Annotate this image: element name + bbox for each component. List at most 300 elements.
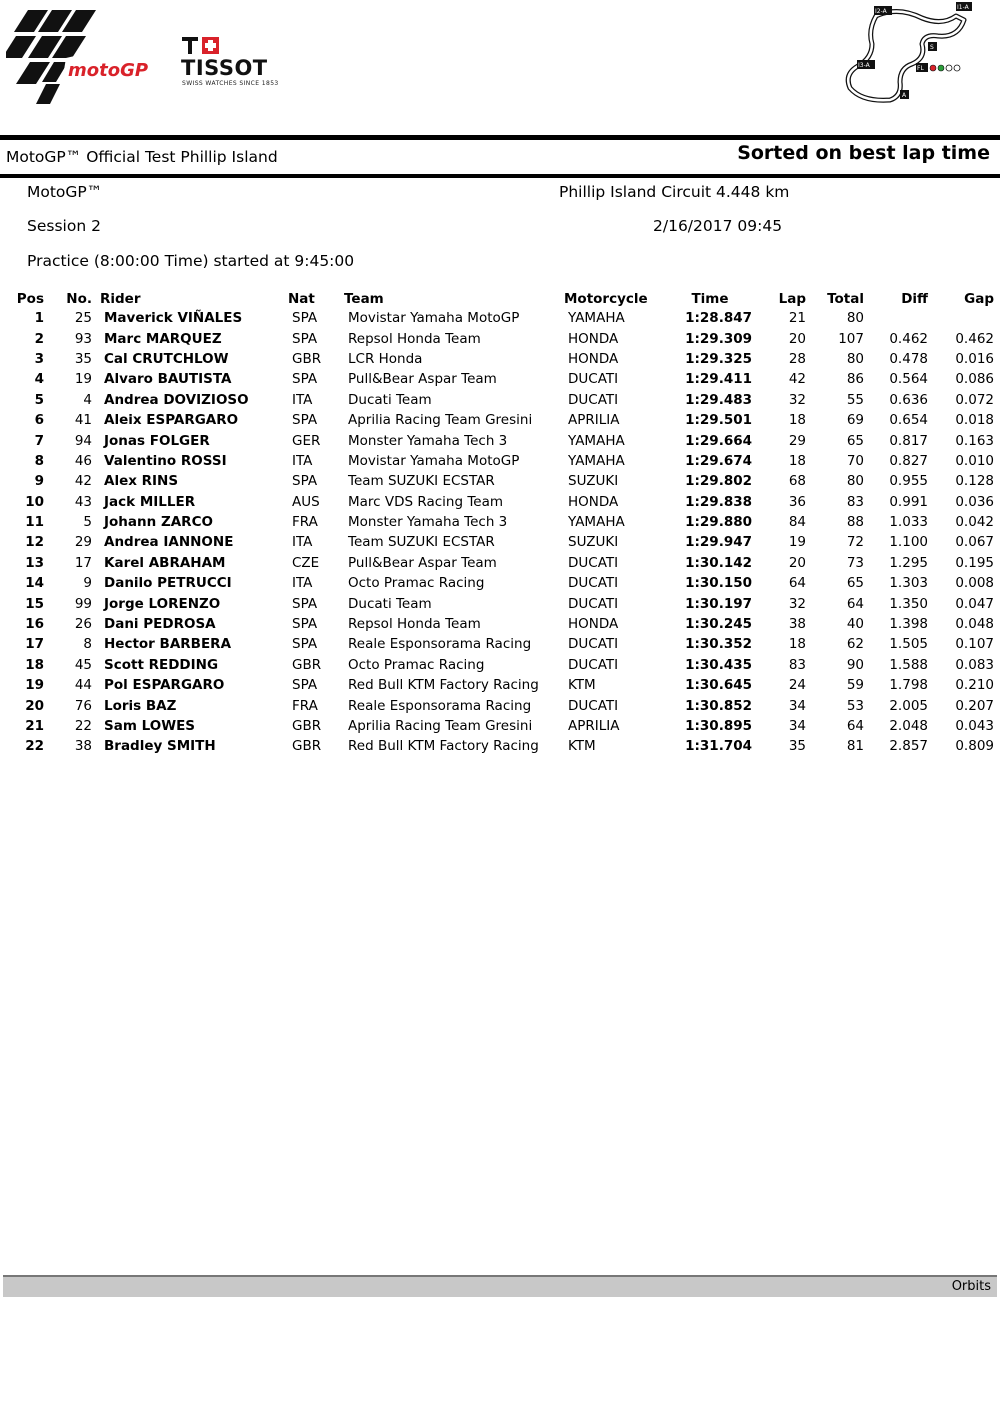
table-row [0, 573, 994, 593]
cell-lap: 34 [788, 718, 806, 734]
cell-time: 1:29.802 [685, 473, 752, 490]
table-row [0, 430, 994, 450]
circuit-name: Phillip Island Circuit 4.448 km [559, 183, 790, 201]
cell-num: 9 [83, 575, 92, 592]
cell-total: 64 [846, 595, 864, 612]
cell-team: Monster Yamaha Tech 3 [348, 514, 508, 531]
cell-pos: 8 [34, 452, 44, 469]
cell-lap: 18 [788, 412, 806, 429]
cell-lap: 83 [788, 656, 806, 673]
cell-rider: Alvaro BAUTISTA [104, 371, 232, 388]
cell-rider: Hector BARBERA [104, 636, 232, 653]
cell-gap: 0.072 [955, 391, 994, 408]
cell-lap: 35 [788, 738, 806, 755]
cell-gap: 0.067 [955, 534, 994, 551]
cell-rider: Jorge LORENZO [104, 595, 221, 612]
col-gap: Gap [964, 291, 994, 307]
cell-rider: Sam LOWES [104, 718, 196, 734]
cell-time: 1:29.947 [685, 534, 752, 551]
cell-lap: 18 [788, 636, 806, 653]
table-row [0, 716, 994, 736]
cell-time: 1:30.645 [685, 677, 752, 694]
cell-total: 40 [846, 616, 864, 633]
cell-nat: GBR [292, 738, 322, 755]
table-row [0, 695, 994, 715]
cell-total: 65 [846, 432, 864, 449]
cell-nat: GBR [292, 350, 322, 367]
table-row [0, 593, 994, 613]
table-row [0, 308, 994, 328]
practice-info: Practice (8:00:00 Time) started at 9:45:00 [27, 252, 355, 270]
cell-moto: DUCATI [568, 554, 619, 571]
tissot-t-plus-icon [182, 36, 222, 56]
cell-total: 72 [846, 534, 864, 551]
cell-gap: 0.086 [955, 371, 994, 388]
cell-lap: 38 [788, 616, 806, 633]
circuit-label-i3a: I3-A [858, 62, 870, 69]
col-total: Total [827, 291, 864, 307]
cell-time: 1:29.309 [685, 330, 752, 347]
cell-moto: HONDA [568, 350, 619, 367]
cell-pos: 17 [25, 636, 44, 653]
cell-num: 44 [74, 677, 92, 694]
footer-label: Orbits [951, 1279, 991, 1294]
cell-num: 19 [74, 371, 92, 388]
session-name: Session 2 [27, 217, 101, 235]
cell-diff: 1.398 [889, 616, 928, 633]
cell-time: 1:30.197 [685, 595, 752, 612]
table-row [0, 553, 994, 573]
cell-num: 26 [74, 616, 92, 633]
cell-nat: GBR [292, 656, 322, 673]
cell-time: 1:30.895 [685, 718, 752, 734]
cell-moto: DUCATI [568, 371, 619, 388]
table-row [0, 614, 994, 634]
cell-lap: 28 [788, 350, 806, 367]
cell-gap: 0.048 [955, 616, 994, 633]
cell-num: 76 [74, 697, 92, 714]
cell-lap: 64 [788, 575, 806, 592]
cell-diff: 1.505 [889, 636, 928, 653]
cell-rider: Danilo PETRUCCI [104, 575, 232, 592]
cell-pos: 14 [25, 575, 44, 592]
table-row [0, 532, 994, 552]
cell-lap: 34 [788, 697, 806, 714]
cell-team: Repsol Honda Team [348, 330, 481, 347]
tissot-logo-tagline: SWISS WATCHES SINCE 1853 [182, 80, 279, 87]
circuit-label-i1a: I1-A [957, 4, 969, 11]
cell-moto: DUCATI [568, 656, 619, 673]
cell-lap: 19 [788, 534, 806, 551]
cell-pos: 7 [34, 432, 44, 449]
cell-diff: 0.462 [889, 330, 928, 347]
cell-diff: 2.048 [889, 718, 928, 734]
motogp-logo [6, 8, 166, 108]
cell-total: 64 [846, 718, 864, 734]
cell-total: 55 [846, 391, 864, 408]
cell-num: 8 [83, 636, 92, 653]
cell-num: 17 [74, 554, 92, 571]
cell-pos: 1 [34, 310, 44, 327]
cell-moto: YAMAHA [568, 432, 625, 449]
table-row [0, 736, 994, 756]
col-time: Time [691, 291, 729, 307]
table-row [0, 390, 994, 410]
cell-moto: DUCATI [568, 575, 619, 592]
cell-pos: 15 [25, 595, 44, 612]
header-rule-bottom [0, 174, 1000, 178]
cell-rider: Scott REDDING [104, 656, 219, 673]
cell-diff: 1.588 [889, 656, 928, 673]
cell-gap: 0.036 [955, 493, 994, 510]
cell-moto: DUCATI [568, 391, 619, 408]
cell-diff: 0.478 [889, 350, 928, 367]
cell-moto: YAMAHA [568, 452, 625, 469]
col-motorcycle: Motorcycle [564, 291, 648, 307]
motogp-logo-text: motoGP [68, 60, 149, 81]
cell-time: 1:30.852 [685, 697, 752, 714]
cell-time: 1:30.245 [685, 616, 752, 633]
cell-pos: 9 [34, 473, 44, 490]
cell-total: 80 [846, 473, 864, 490]
cell-pos: 10 [25, 493, 44, 510]
cell-nat: GER [292, 432, 321, 449]
cell-gap: 0.043 [955, 718, 994, 734]
table-row [0, 410, 994, 430]
cell-gap: 0.163 [955, 432, 994, 449]
table-row [0, 655, 994, 675]
cell-time: 1:28.847 [685, 310, 752, 327]
cell-lap: 29 [788, 432, 806, 449]
col-diff: Diff [901, 291, 928, 307]
cell-lap: 68 [788, 473, 806, 490]
cell-total: 81 [846, 738, 864, 755]
cell-rider: Bradley SMITH [104, 738, 216, 755]
table-row [0, 369, 994, 389]
session-datetime: 2/16/2017 09:45 [653, 217, 783, 235]
cell-moto: DUCATI [568, 697, 619, 714]
cell-lap: 18 [788, 452, 806, 469]
cell-diff: 2.857 [889, 738, 928, 755]
cell-num: 45 [74, 656, 92, 673]
cell-nat: FRA [292, 697, 318, 714]
circuit-label-a: A [902, 92, 907, 99]
table-row [0, 451, 994, 471]
cell-rider: Cal CRUTCHLOW [104, 350, 229, 367]
cell-team: Ducati Team [348, 595, 432, 612]
cell-nat: SPA [292, 330, 318, 347]
cell-nat: SPA [292, 595, 318, 612]
cell-num: 35 [74, 350, 92, 367]
cell-team: Aprilia Racing Team Gresini [348, 718, 533, 734]
cell-num: 94 [74, 432, 92, 449]
table-row [0, 328, 994, 348]
cell-rider: Andrea IANNONE [104, 534, 234, 551]
cell-nat: ITA [292, 391, 313, 408]
table-header-row [0, 290, 994, 308]
cell-team: Movistar Yamaha MotoGP [348, 452, 520, 469]
cell-team: Reale Esponsorama Racing [348, 636, 532, 653]
cell-total: 59 [846, 677, 864, 694]
cell-total: 73 [846, 554, 864, 571]
cell-gap [928, 308, 994, 328]
cell-gap: 0.018 [955, 412, 994, 429]
cell-lap: 32 [788, 391, 806, 408]
cell-rider: Karel ABRAHAM [104, 554, 226, 571]
cell-moto: DUCATI [568, 595, 619, 612]
cell-nat: SPA [292, 616, 318, 633]
cell-gap: 0.010 [955, 452, 994, 469]
circuit-label-s: S [930, 44, 934, 51]
cell-pos: 21 [25, 718, 44, 734]
cell-team: Team SUZUKI ECSTAR [348, 473, 495, 490]
cell-total: 53 [846, 697, 864, 714]
cell-gap: 0.008 [955, 575, 994, 592]
cell-total: 69 [846, 412, 864, 429]
cell-gap: 0.042 [955, 514, 994, 531]
circuit-map-icon [838, 2, 978, 112]
cell-gap: 0.107 [955, 636, 994, 653]
cell-total: 80 [846, 350, 864, 367]
cell-diff: 1.295 [889, 554, 928, 571]
cell-gap: 0.047 [955, 595, 994, 612]
cell-time: 1:31.704 [685, 738, 752, 755]
cell-gap: 0.462 [955, 330, 994, 347]
cell-time: 1:29.880 [685, 514, 752, 531]
cell-nat: SPA [292, 310, 318, 327]
col-nat: Nat [288, 291, 315, 307]
cell-gap: 0.195 [955, 554, 994, 571]
cell-num: 43 [74, 493, 92, 510]
cell-num: 99 [74, 595, 92, 612]
cell-team: Reale Esponsorama Racing [348, 697, 532, 714]
sorted-by-label: Sorted on best lap time [737, 142, 990, 164]
col-pos: Pos [16, 291, 44, 307]
cell-gap: 0.016 [955, 350, 994, 367]
cell-time: 1:29.483 [685, 391, 752, 408]
cell-pos: 12 [25, 534, 44, 551]
cell-total: 83 [846, 493, 864, 510]
cell-diff [864, 308, 928, 328]
tissot-logo-word: TISSOT [181, 56, 268, 80]
cell-team: Octo Pramac Racing [348, 575, 485, 592]
cell-moto: YAMAHA [568, 310, 625, 327]
col-team: Team [344, 291, 384, 307]
table-row [0, 675, 994, 695]
header-rule-top [0, 135, 1000, 140]
cell-lap: 20 [788, 330, 806, 347]
cell-pos: 3 [34, 350, 44, 367]
cell-pos: 13 [25, 554, 44, 571]
cell-rider: Marc MARQUEZ [104, 330, 222, 347]
cell-team: Movistar Yamaha MotoGP [348, 310, 520, 327]
cell-lap: 84 [788, 514, 806, 531]
cell-rider: Pol ESPARGARO [104, 677, 225, 694]
table-row [0, 471, 994, 491]
cell-moto: HONDA [568, 493, 619, 510]
cell-rider: Aleix ESPARGARO [104, 412, 239, 429]
cell-moto: SUZUKI [568, 534, 619, 551]
cell-rider: Dani PEDROSA [104, 616, 216, 633]
cell-num: 93 [74, 330, 92, 347]
cell-total: 90 [846, 656, 864, 673]
cell-team: Pull&Bear Aspar Team [348, 371, 497, 388]
cell-nat: ITA [292, 575, 313, 592]
col-rider: Rider [100, 291, 141, 307]
cell-moto: DUCATI [568, 636, 619, 653]
cell-pos: 4 [34, 371, 44, 388]
cell-rider: Maverick VIÑALES [104, 310, 243, 327]
cell-time: 1:29.411 [685, 371, 752, 388]
cell-total: 107 [838, 330, 864, 347]
cell-diff: 0.636 [889, 391, 928, 408]
cell-moto: HONDA [568, 330, 619, 347]
cell-total: 65 [846, 575, 864, 592]
cell-rider: Jack MILLER [104, 493, 196, 510]
cell-diff: 0.827 [889, 452, 928, 469]
cell-lap: 42 [788, 371, 806, 388]
cell-pos: 5 [34, 391, 44, 408]
cell-team: Pull&Bear Aspar Team [348, 554, 497, 571]
cell-num: 22 [74, 718, 92, 734]
cell-rider: Valentino ROSSI [104, 452, 227, 469]
cell-time: 1:29.664 [685, 432, 752, 449]
cell-time: 1:30.142 [685, 554, 752, 571]
cell-nat: GBR [292, 718, 322, 734]
cell-moto: KTM [568, 738, 596, 755]
cell-pos: 19 [25, 677, 44, 694]
cell-diff: 0.991 [889, 493, 928, 510]
cell-pos: 22 [25, 738, 44, 755]
cell-lap: 36 [788, 493, 806, 510]
cell-moto: KTM [568, 677, 596, 694]
cell-diff: 1.350 [889, 595, 928, 612]
results-table [0, 290, 994, 757]
cell-diff: 0.564 [889, 371, 928, 388]
cell-team: Octo Pramac Racing [348, 656, 485, 673]
cell-pos: 18 [25, 656, 44, 673]
cell-diff: 2.005 [889, 697, 928, 714]
cell-diff: 0.955 [889, 473, 928, 490]
cell-rider: Loris BAZ [104, 697, 177, 714]
cell-gap: 0.207 [955, 697, 994, 714]
cell-time: 1:30.435 [685, 656, 752, 673]
cell-team: Red Bull KTM Factory Racing [348, 738, 539, 755]
cell-rider: Jonas FOLGER [104, 432, 210, 449]
cell-time: 1:29.674 [685, 452, 752, 469]
cell-diff: 1.033 [889, 514, 928, 531]
cell-gap: 0.809 [955, 738, 994, 755]
col-lap: Lap [778, 291, 806, 307]
cell-team: Monster Yamaha Tech 3 [348, 432, 508, 449]
cell-diff: 0.654 [889, 412, 928, 429]
class-name: MotoGP™ [27, 183, 103, 201]
cell-team: Ducati Team [348, 391, 432, 408]
footer-bar [3, 1275, 997, 1297]
circuit-label-i2a: I2-A [875, 8, 887, 15]
cell-lap: 32 [788, 595, 806, 612]
event-title: MotoGP™ Official Test Phillip Island [6, 148, 278, 166]
cell-time: 1:30.352 [685, 636, 752, 653]
cell-gap: 0.083 [955, 656, 994, 673]
col-num: No. [66, 291, 92, 307]
cell-total: 62 [846, 636, 864, 653]
cell-nat: SPA [292, 473, 318, 490]
cell-num: 46 [74, 452, 92, 469]
cell-nat: CZE [292, 554, 320, 571]
table-row [0, 492, 994, 512]
cell-time: 1:29.325 [685, 350, 752, 367]
cell-total: 88 [846, 514, 864, 531]
cell-nat: ITA [292, 534, 313, 551]
cell-time: 1:29.501 [685, 412, 752, 429]
cell-nat: FRA [292, 514, 318, 531]
cell-moto: YAMAHA [568, 514, 625, 531]
cell-total: 86 [846, 371, 864, 388]
cell-gap: 0.210 [955, 677, 994, 694]
cell-lap: 21 [788, 310, 806, 327]
cell-team: Aprilia Racing Team Gresini [348, 412, 533, 429]
cell-num: 25 [74, 310, 92, 327]
cell-nat: SPA [292, 677, 318, 694]
table-row [0, 349, 994, 369]
cell-moto: APRILIA [568, 718, 620, 734]
cell-lap: 24 [788, 677, 806, 694]
cell-lap: 20 [788, 554, 806, 571]
cell-total: 70 [846, 452, 864, 469]
cell-pos: 6 [34, 412, 44, 429]
cell-pos: 11 [25, 514, 44, 531]
cell-team: Red Bull KTM Factory Racing [348, 677, 539, 694]
cell-num: 41 [74, 412, 92, 429]
cell-team: Team SUZUKI ECSTAR [348, 534, 495, 551]
table-row [0, 512, 994, 532]
cell-time: 1:30.150 [685, 575, 752, 592]
circuit-label-fl: FL [917, 65, 924, 72]
cell-rider: Johann ZARCO [104, 514, 213, 531]
cell-time: 1:29.838 [685, 493, 752, 510]
cell-total: 80 [846, 310, 864, 327]
cell-team: Marc VDS Racing Team [348, 493, 504, 510]
cell-moto: SUZUKI [568, 473, 619, 490]
cell-team: LCR Honda [348, 350, 423, 367]
cell-gap: 0.128 [955, 473, 994, 490]
cell-diff: 0.817 [889, 432, 928, 449]
cell-team: Repsol Honda Team [348, 616, 481, 633]
cell-nat: SPA [292, 636, 318, 653]
cell-moto: APRILIA [568, 412, 620, 429]
cell-num: 4 [83, 391, 92, 408]
cell-pos: 20 [25, 697, 44, 714]
cell-pos: 2 [34, 330, 44, 347]
cell-num: 38 [74, 738, 92, 755]
cell-diff: 1.100 [889, 534, 928, 551]
cell-num: 29 [74, 534, 92, 551]
cell-pos: 16 [25, 616, 44, 633]
cell-num: 5 [83, 514, 92, 531]
cell-nat: SPA [292, 412, 318, 429]
cell-rider: Andrea DOVIZIOSO [104, 391, 249, 408]
table-row [0, 634, 994, 654]
cell-diff: 1.303 [889, 575, 928, 592]
cell-diff: 1.798 [889, 677, 928, 694]
cell-nat: SPA [292, 371, 318, 388]
cell-nat: ITA [292, 452, 313, 469]
cell-num: 42 [74, 473, 92, 490]
cell-rider: Alex RINS [104, 473, 179, 490]
cell-moto: HONDA [568, 616, 619, 633]
cell-nat: AUS [292, 493, 320, 510]
